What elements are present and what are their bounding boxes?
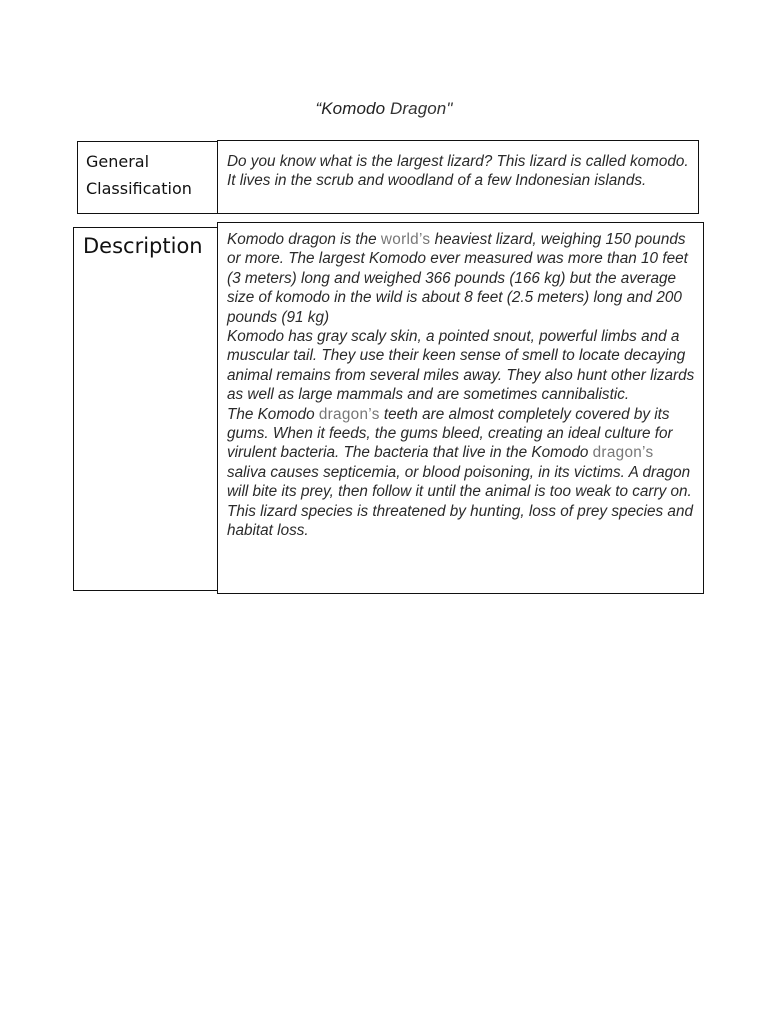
label-line-2: Classification [86, 179, 192, 198]
general-classification-text-cell [217, 140, 699, 214]
description-text-cell [217, 222, 704, 594]
p3-text-d: dragon’s [592, 444, 654, 462]
label-line-1: General [86, 152, 150, 171]
description-label-cell [73, 227, 218, 591]
document-title [0, 99, 768, 119]
paragraph-teeth [227, 405, 695, 502]
p3-text-b: dragon’s [318, 405, 380, 423]
general-classification-text: Do you know what is the largest lizard? This lizard is called komodo. It lives in the scrub and woodland of a few Indonesian islands. [227, 153, 689, 190]
general-classification-label-cell [77, 141, 218, 214]
description-label: Description [83, 234, 203, 258]
paragraph-threats: This lizard species is threatened by hunting, loss of prey species and habitat loss. [227, 502, 693, 540]
p3-text-a: The Komodo [227, 405, 319, 423]
general-classification-label [86, 148, 216, 202]
p1-text-b: world’s [380, 231, 431, 248]
p3-text-c: teeth are almost completely covered by its gums. When it feeds, the gums bleed, creating an ideal culture for virulent bacteria. The bacteria that live in the Komodo [227, 405, 673, 462]
description-text [227, 230, 695, 541]
title-part-1: “Komodo [315, 99, 386, 118]
paragraph-size [227, 230, 695, 327]
p1-text-c: heaviest lizard, weighing 150 pounds or more. The largest Komodo ever measured was more than 10 feet (3 meters) long and weighed 366 pounds (166 kg) but the average size of komodo in the wild is about 8 feet (2.5 meters) long and 200 pounds (91 kg) [227, 231, 688, 326]
title-part-2: Dragon" [390, 99, 453, 118]
p1-text-a: Komodo dragon is the [227, 231, 381, 248]
paragraph-appearance: Komodo has gray scaly skin, a pointed snout, powerful limbs and a muscular tail. They use their keen sense of smell to locate decaying animal remains from several miles away. They also hunt other lizards as well as large mammals and are sometimes cannibalistic. [227, 328, 695, 404]
p3-text-e: saliva causes septicemia, or blood poisoning, in its victims. A dragon will bite its prey, then follow it until the animal is too weak to carry on. [227, 463, 692, 501]
